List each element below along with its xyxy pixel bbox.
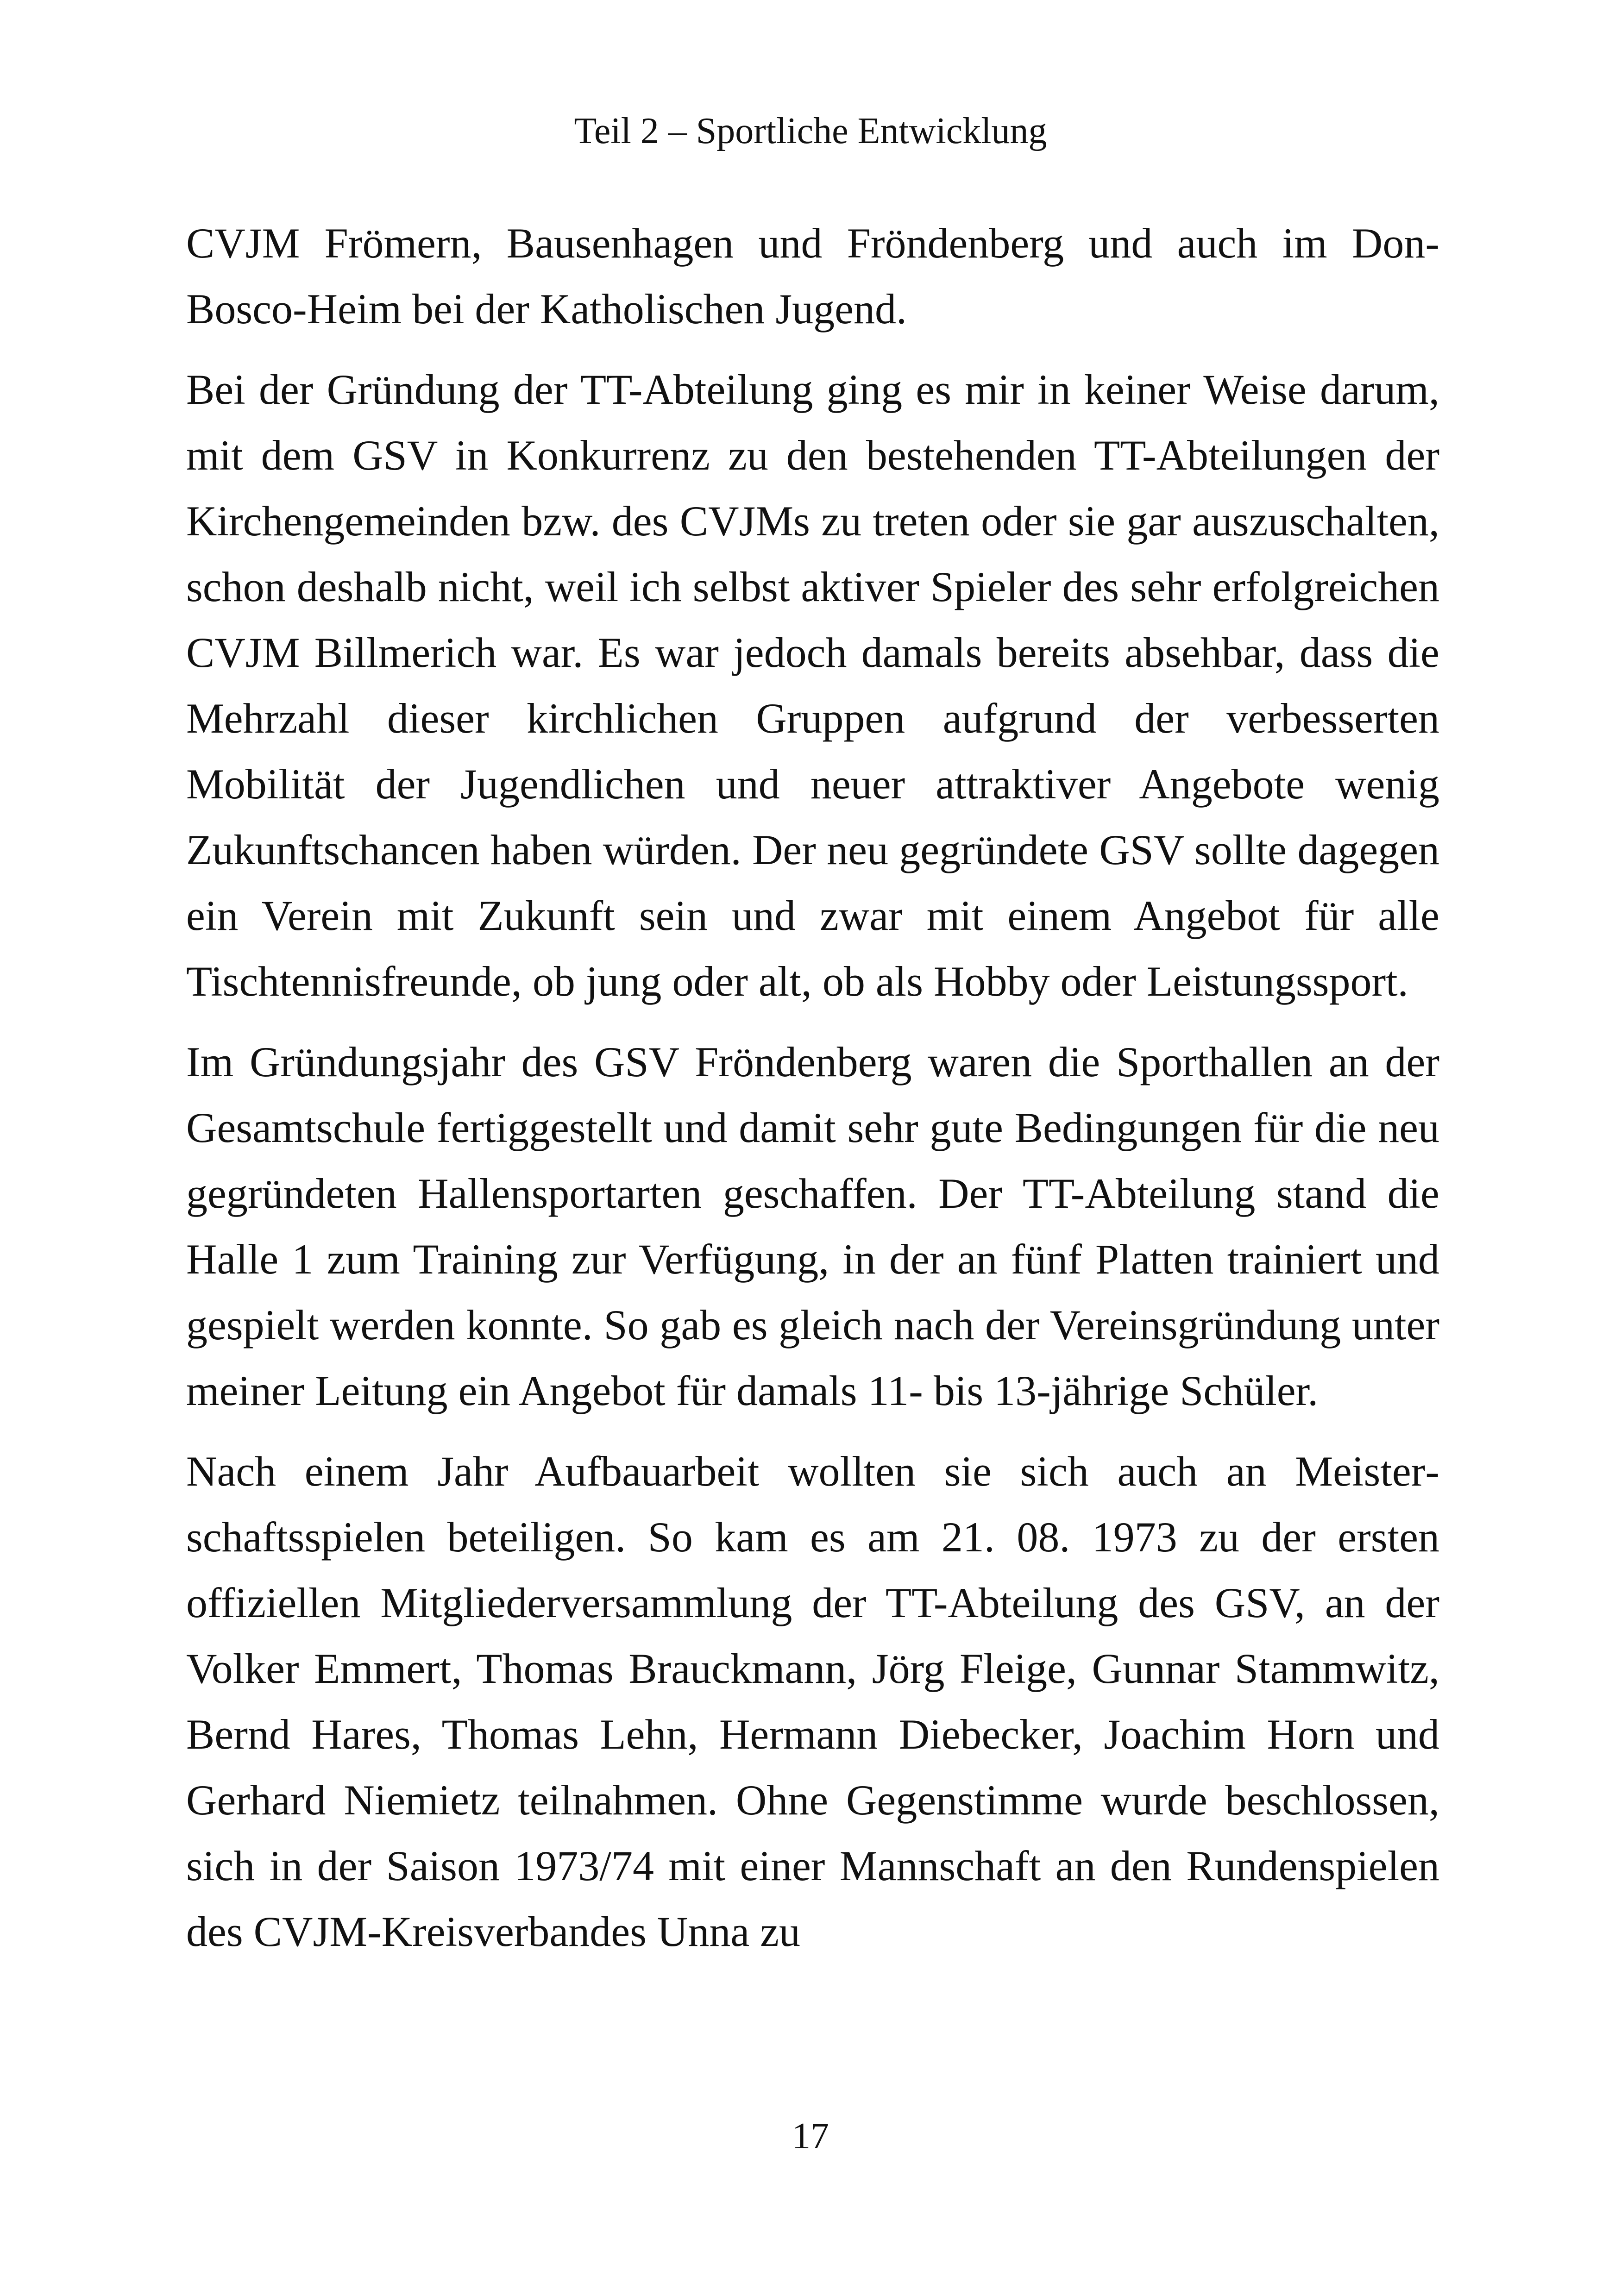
paragraph: Nach einem Jahr Aufbauarbeit wollten sie sich auch an Meisterschaftsspielen beteiligen. So kam es am 21. 08. 1973 zu der ersten offiziellen Mitgliederversammlung der TT-Abteilung des GSV, an der Volker Emmert, Thomas Brauckmann, Jörg Fleige, Gunnar Stammwitz, Bernd Hares, Thomas Lehn, Hermann Diebecker, Joachim Horn und Gerhard Niemietz teilnahmen. Ohne Gegenstimme wurde beschlossen, sich in der Saison 1973/74 mit einer Mannschaft an den Rundenspielen des CVJM-Kreisverbandes Unna zu	[186, 1448, 1439, 1955]
paragraph: Bei der Gründung der TT-Abteilung ging es mir in keiner Weise darum, mit dem GSV in Konkurrenz zu den bestehenden TT-Abteilungen der Kirchengemeinden bzw. des CVJMs zu treten oder sie gar auszuschalten, schon deshalb nicht, weil ich selbst aktiver Spieler des sehr erfolgreichen CVJM Billmerich war. Es war jedoch damals bereits absehbar, dass die Mehrzahl dieser kirchlichen Gruppen aufgrund der verbesserten Mobilität der Jugendlichen und neuer attraktiver Angebote wenig Zukunftschancen haben würden. Der neu gegründete GSV sollte dagegen ein Verein mit Zukunft sein und zwar mit einem Angebot für alle Tischtennisfreunde, ob jung oder alt, ob als Hobby oder Leistungssport.	[186, 366, 1439, 1005]
running-header: Teil 2 – Sportliche Entwicklung	[574, 111, 1047, 151]
paragraph: CVJM Frömern, Bausenhagen und Fröndenberg und auch im Don-Bosco-Heim bei der Katholischen Jugend.	[186, 220, 1439, 332]
body-text	[186, 210, 1439, 1979]
paragraph: Im Gründungsjahr des GSV Fröndenberg waren die Sporthallen an der Gesamtschule fertiggestellt und damit sehr gute Bedingungen für die neu gegründeten Hallensportarten geschaffen. Der TT-Abteilung stand die Halle 1 zum Training zur Verfügung, in der an fünf Platten trainiert und gespielt werden konnte. So gab es gleich nach der Vereinsgründung unter meiner Leitung ein Angebot für damals 11- bis 13-jährige Schüler.	[186, 1038, 1439, 1414]
page-number: 17	[792, 2116, 829, 2157]
